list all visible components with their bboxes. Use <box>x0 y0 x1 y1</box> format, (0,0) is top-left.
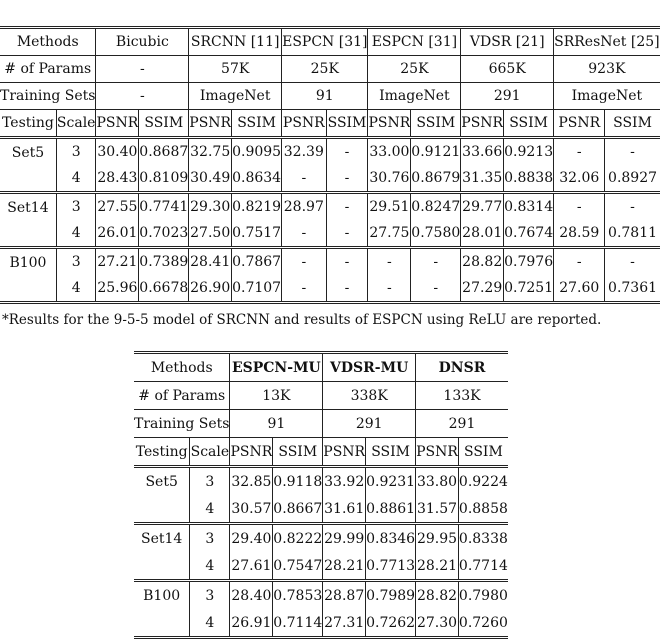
ssim-value: 0.7107 <box>232 275 282 303</box>
scale-value: 3 <box>190 524 230 553</box>
psnr-header: PSNR <box>230 438 273 467</box>
psnr-value: 26.01 <box>96 220 139 248</box>
ssim-value: 0.9213 <box>504 138 554 166</box>
testing-label: Testing <box>135 443 188 460</box>
psnr-value: 27.60 <box>554 275 605 303</box>
ssim-value: 0.7023 <box>139 220 189 248</box>
psnr-value: - <box>554 138 605 166</box>
method-name: ESPCN [31] <box>368 28 461 56</box>
ssim-value: 0.9224 <box>458 467 508 496</box>
dataset-name: Set5 <box>11 145 45 161</box>
scale-value: 4 <box>56 165 96 193</box>
ssim-value: 0.7714 <box>458 552 508 581</box>
method-name: SRCNN [11] <box>189 28 282 56</box>
scale-value: 3 <box>56 248 96 276</box>
psnr-value: 30.57 <box>230 495 273 524</box>
psnr-value: 30.76 <box>368 165 411 193</box>
psnr-value: 33.66 <box>461 138 504 166</box>
psnr-value: 28.21 <box>416 552 459 581</box>
table-row <box>0 220 660 248</box>
ssim-value: 0.7547 <box>273 552 323 581</box>
psnr-value: - <box>282 220 326 248</box>
ssim-header: SSIM <box>273 438 323 467</box>
ssim-value: 0.7976 <box>504 248 554 276</box>
psnr-header: PSNR <box>189 110 232 138</box>
psnr-value: 29.99 <box>323 524 366 553</box>
ssim-value: - <box>326 275 368 303</box>
psnr-value: - <box>282 248 326 276</box>
method-name: DNSR <box>416 353 508 382</box>
psnr-header: PSNR <box>461 110 504 138</box>
ssim-value: 0.8687 <box>139 138 189 166</box>
psnr-value: 28.97 <box>282 193 326 221</box>
ssim-value: 0.8219 <box>232 193 282 221</box>
ssim-value: 0.7517 <box>232 220 282 248</box>
table-row <box>0 165 660 193</box>
ssim-value: 0.7867 <box>232 248 282 276</box>
psnr-header: PSNR <box>323 438 366 467</box>
training-label: Training Sets <box>0 83 96 110</box>
dataset-name: Set14 <box>140 531 183 547</box>
ssim-header: SSIM <box>458 438 508 467</box>
ssim-value: 0.8346 <box>366 524 416 553</box>
training-value: ImageNet <box>368 83 461 110</box>
ssim-header: SSIM <box>504 110 554 138</box>
psnr-value: 33.00 <box>368 138 411 166</box>
psnr-value: 29.40 <box>230 524 273 553</box>
psnr-value: - <box>554 193 605 221</box>
ssim-value: 0.8861 <box>366 495 416 524</box>
method-name: VDSR [21] <box>461 28 554 56</box>
params-value: 923K <box>554 56 660 83</box>
psnr-value: 28.01 <box>461 220 504 248</box>
psnr-value: 32.85 <box>230 467 273 496</box>
ssim-value: 0.8679 <box>411 165 461 193</box>
psnr-value: 30.40 <box>96 138 139 166</box>
psnr-value: - <box>282 275 326 303</box>
params-label: # of Params <box>134 382 230 410</box>
psnr-value: 28.82 <box>461 248 504 276</box>
scale-value: 3 <box>190 581 230 610</box>
table-row <box>0 193 660 221</box>
psnr-value: - <box>282 165 326 193</box>
ssim-header: SSIM <box>605 110 660 138</box>
ssim-value: - <box>326 165 368 193</box>
ssim-value: 0.7251 <box>504 275 554 303</box>
method-name: ESPCN-MU <box>230 353 323 382</box>
psnr-value: 27.61 <box>230 552 273 581</box>
ssim-value: 0.7260 <box>458 609 508 638</box>
ssim-value: - <box>411 275 461 303</box>
table-row <box>0 275 660 303</box>
ssim-value: 0.7114 <box>273 609 323 638</box>
psnr-value: 28.43 <box>96 165 139 193</box>
ssim-value: 0.7713 <box>366 552 416 581</box>
psnr-value: 27.29 <box>461 275 504 303</box>
dataset-name: B100 <box>143 588 181 604</box>
ssim-value: 0.8634 <box>232 165 282 193</box>
ssim-value: - <box>326 193 368 221</box>
ssim-value: 0.7989 <box>366 581 416 610</box>
psnr-header: PSNR <box>368 110 411 138</box>
scale-value: 4 <box>190 552 230 581</box>
table-row <box>134 609 508 638</box>
ssim-value: 0.8109 <box>139 165 189 193</box>
dataset-name: Set14 <box>7 200 49 216</box>
ssim-value: 0.8247 <box>411 193 461 221</box>
training-value: ImageNet <box>189 83 282 110</box>
ssim-value: - <box>605 248 660 276</box>
ssim-value: 0.6678 <box>139 275 189 303</box>
ssim-value: 0.7811 <box>605 220 660 248</box>
psnr-value: 27.31 <box>323 609 366 638</box>
table-row <box>134 552 508 581</box>
scale-value: 3 <box>190 467 230 496</box>
psnr-value: 28.41 <box>189 248 232 276</box>
scale-value: 4 <box>56 220 96 248</box>
psnr-value: - <box>368 275 411 303</box>
params-value: 665K <box>461 56 554 83</box>
ssim-value: 0.7580 <box>411 220 461 248</box>
table-row <box>0 248 660 276</box>
psnr-value: 31.57 <box>416 495 459 524</box>
ssim-header: SSIM <box>139 110 189 138</box>
ssim-value: - <box>411 248 461 276</box>
psnr-value: 28.21 <box>323 552 366 581</box>
psnr-value: 27.30 <box>416 609 459 638</box>
training-value: 291 <box>323 410 416 438</box>
psnr-header: PSNR <box>416 438 459 467</box>
params-value: 25K <box>368 56 461 83</box>
scale-label: Scale <box>190 438 230 467</box>
ssim-value: 0.7980 <box>458 581 508 610</box>
ssim-value: 0.8927 <box>605 165 660 193</box>
psnr-header: PSNR <box>96 110 139 138</box>
ssim-value: 0.9118 <box>273 467 323 496</box>
table-row <box>0 138 660 166</box>
ssim-header: SSIM <box>326 110 368 138</box>
params-label: # of Params <box>0 56 96 83</box>
psnr-value: 27.75 <box>368 220 411 248</box>
ssim-value: - <box>326 220 368 248</box>
psnr-value: 33.80 <box>416 467 459 496</box>
methods-label: Methods <box>0 28 96 56</box>
ssim-value: 0.8338 <box>458 524 508 553</box>
scale-value: 4 <box>190 495 230 524</box>
scale-value: 4 <box>56 275 96 303</box>
ssim-value: 0.7674 <box>504 220 554 248</box>
psnr-value: - <box>554 248 605 276</box>
ssim-value: 0.8858 <box>458 495 508 524</box>
ssim-value: 0.8667 <box>273 495 323 524</box>
ssim-value: 0.7262 <box>366 609 416 638</box>
psnr-value: 31.61 <box>323 495 366 524</box>
table-row <box>134 581 508 610</box>
training-value: 91 <box>230 410 323 438</box>
method-name: Bicubic <box>96 28 189 56</box>
psnr-value: 26.90 <box>189 275 232 303</box>
methods-label: Methods <box>134 353 230 382</box>
ssim-value: 0.9121 <box>411 138 461 166</box>
psnr-header: PSNR <box>282 110 326 138</box>
psnr-value: 28.82 <box>416 581 459 610</box>
psnr-value: 29.30 <box>189 193 232 221</box>
ssim-value: - <box>326 138 368 166</box>
training-value: - <box>96 83 189 110</box>
method-name: ESPCN [31] <box>282 28 368 56</box>
psnr-value: 29.95 <box>416 524 459 553</box>
psnr-value: 28.40 <box>230 581 273 610</box>
psnr-value: 32.39 <box>282 138 326 166</box>
params-value: 13K <box>230 382 323 410</box>
psnr-value: 31.35 <box>461 165 504 193</box>
training-value: ImageNet <box>554 83 660 110</box>
ssim-value: 0.7389 <box>139 248 189 276</box>
ssim-header: SSIM <box>232 110 282 138</box>
psnr-value: 28.59 <box>554 220 605 248</box>
params-value: 338K <box>323 382 416 410</box>
training-value: 91 <box>282 83 368 110</box>
scale-value: 3 <box>56 193 96 221</box>
psnr-value: 27.50 <box>189 220 232 248</box>
training-label: Training Sets <box>134 410 230 438</box>
psnr-value: 32.75 <box>189 138 232 166</box>
ssim-value: 0.9231 <box>366 467 416 496</box>
ssim-value: 0.8838 <box>504 165 554 193</box>
ssim-value: 0.7853 <box>273 581 323 610</box>
training-value: 291 <box>416 410 508 438</box>
ssim-value: 0.7361 <box>605 275 660 303</box>
params-value: 57K <box>189 56 282 83</box>
psnr-value: 27.21 <box>96 248 139 276</box>
psnr-value: 25.96 <box>96 275 139 303</box>
ssim-value: 0.7741 <box>139 193 189 221</box>
ssim-value: - <box>326 248 368 276</box>
psnr-value: 27.55 <box>96 193 139 221</box>
params-value: - <box>96 56 189 83</box>
psnr-value: 29.77 <box>461 193 504 221</box>
dataset-name: Set5 <box>145 474 178 490</box>
comparison-table-proposed-methods <box>134 351 508 639</box>
params-value: 25K <box>282 56 368 83</box>
training-value: 291 <box>461 83 554 110</box>
psnr-value: 29.51 <box>368 193 411 221</box>
method-name: SRResNet [25] <box>554 28 660 56</box>
ssim-header: SSIM <box>411 110 461 138</box>
ssim-header: SSIM <box>366 438 416 467</box>
ssim-value: 0.9095 <box>232 138 282 166</box>
psnr-value: - <box>368 248 411 276</box>
scale-value: 3 <box>56 138 96 166</box>
ssim-value: 0.8314 <box>504 193 554 221</box>
scale-label: Scale <box>56 110 96 138</box>
params-value: 133K <box>416 382 508 410</box>
comparison-table-prior-methods <box>0 26 660 304</box>
table-row <box>134 524 508 553</box>
psnr-value: 26.91 <box>230 609 273 638</box>
ssim-value: - <box>605 138 660 166</box>
psnr-value: 30.49 <box>189 165 232 193</box>
table-footnote: *Results for the 9-5-5 model of SRCNN and results of ESPCN using ReLU are reported. <box>2 312 602 328</box>
dataset-name: B100 <box>9 255 47 271</box>
table-row <box>134 495 508 524</box>
psnr-header: PSNR <box>554 110 605 138</box>
ssim-value: - <box>605 193 660 221</box>
scale-value: 4 <box>190 609 230 638</box>
psnr-value: 33.92 <box>323 467 366 496</box>
ssim-value: 0.8222 <box>273 524 323 553</box>
method-name: VDSR-MU <box>323 353 416 382</box>
testing-label: Testing <box>2 115 54 131</box>
table-row <box>134 467 508 496</box>
psnr-value: 32.06 <box>554 165 605 193</box>
psnr-value: 28.87 <box>323 581 366 610</box>
